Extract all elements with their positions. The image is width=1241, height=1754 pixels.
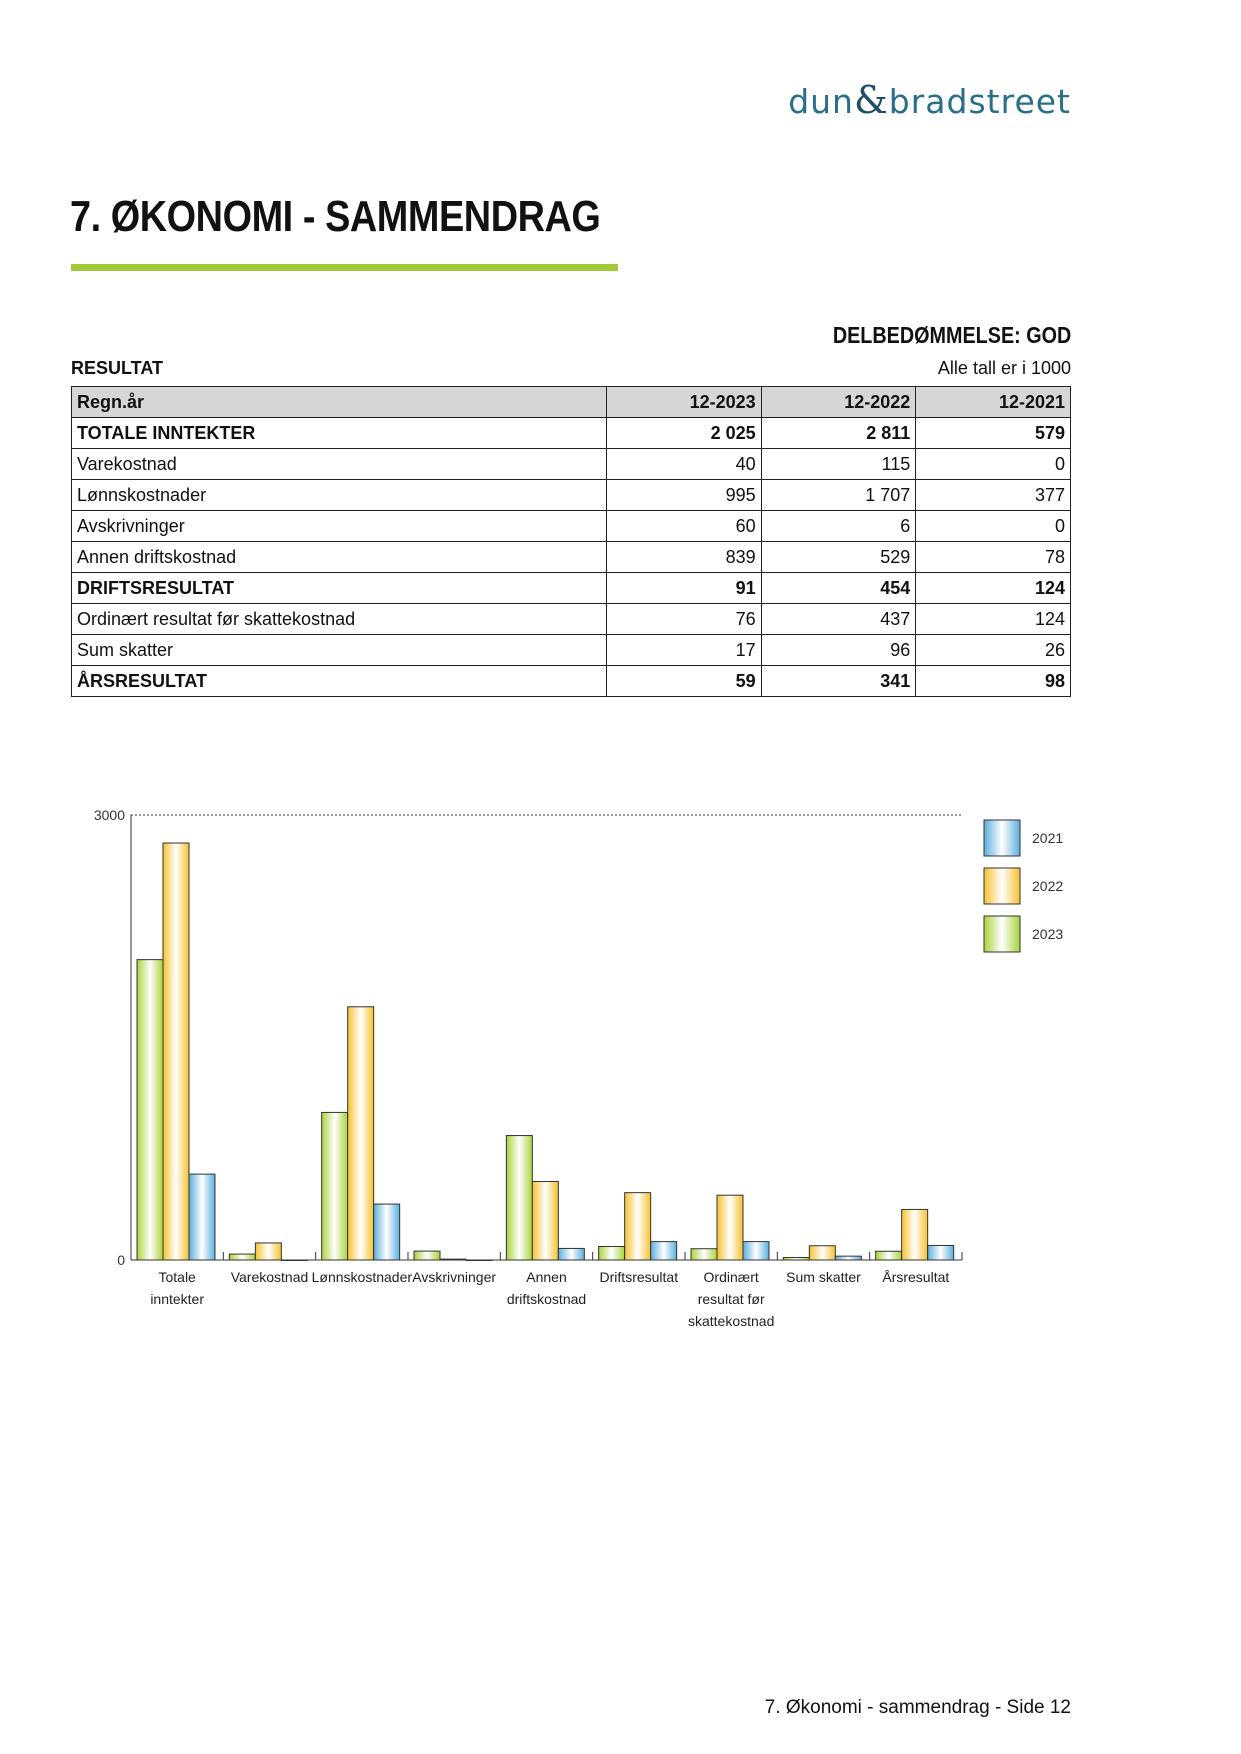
table-row bbox=[72, 604, 1071, 635]
legend-label-2021: 2021 bbox=[1032, 830, 1064, 846]
bar-2021-3 bbox=[466, 1260, 492, 1261]
logo-ampersand: & bbox=[853, 78, 889, 122]
row-value: 0 bbox=[916, 511, 1071, 542]
row-value: 115 bbox=[761, 449, 916, 480]
bar-2021-1 bbox=[281, 1260, 307, 1261]
bar-2022-6 bbox=[717, 1195, 743, 1260]
page-title: 7. ØKONOMI - SAMMENDRAG bbox=[70, 192, 601, 241]
bar-2023-5 bbox=[599, 1247, 625, 1260]
table-row bbox=[72, 666, 1071, 697]
row-label: Avskrivninger bbox=[72, 511, 607, 542]
bar-2022-8 bbox=[902, 1209, 928, 1260]
table-body bbox=[72, 418, 1071, 697]
row-value: 124 bbox=[916, 573, 1071, 604]
legend-label-2022: 2022 bbox=[1032, 878, 1064, 894]
bar-2021-8 bbox=[928, 1245, 954, 1260]
legend-swatch-2021 bbox=[984, 820, 1020, 856]
row-value: 437 bbox=[761, 604, 916, 635]
section-label: RESULTAT bbox=[71, 358, 163, 378]
category-label: driftskostnad bbox=[506, 1291, 587, 1307]
logo-text-right: bradstreet bbox=[888, 82, 1071, 121]
row-value: 839 bbox=[607, 542, 762, 573]
category-label: inntekter bbox=[150, 1291, 205, 1307]
logo-text-left: dun bbox=[788, 82, 854, 121]
row-label: TOTALE INNTEKTER bbox=[72, 418, 607, 449]
table-row bbox=[72, 449, 1071, 480]
bar-2023-4 bbox=[506, 1136, 532, 1260]
bar-2021-0 bbox=[189, 1174, 215, 1260]
table-header-row bbox=[72, 387, 1071, 418]
row-value: 579 bbox=[916, 418, 1071, 449]
category-label: Varekostnad bbox=[230, 1269, 309, 1285]
header-cell-2023: 12-2023 bbox=[607, 387, 762, 418]
category-label: Lønnskostnader bbox=[311, 1269, 413, 1285]
header-cell-year: Regn.år bbox=[72, 387, 607, 418]
bar-2022-1 bbox=[255, 1243, 281, 1260]
units-note: Alle tall er i 1000 bbox=[937, 358, 1071, 378]
row-value: 17 bbox=[607, 635, 762, 666]
y-tick-label: 3000 bbox=[93, 807, 125, 823]
category-label: Totale bbox=[158, 1269, 196, 1285]
table-row bbox=[72, 573, 1071, 604]
category-label: Ordinært bbox=[703, 1269, 759, 1285]
bar-2023-1 bbox=[229, 1254, 255, 1260]
rating-label: DELBEDØMMELSE: GOD bbox=[832, 322, 1071, 348]
bar-2022-0 bbox=[163, 843, 189, 1260]
bar-2021-7 bbox=[835, 1256, 861, 1260]
row-label: DRIFTSRESULTAT bbox=[72, 573, 607, 604]
bar-2022-5 bbox=[625, 1193, 651, 1260]
category-label: Avskrivninger bbox=[412, 1269, 497, 1285]
row-value: 26 bbox=[916, 635, 1071, 666]
row-label: Annen driftskostnad bbox=[72, 542, 607, 573]
bar-2023-2 bbox=[322, 1112, 348, 1260]
bar-2023-7 bbox=[783, 1257, 809, 1260]
bar-2023-3 bbox=[414, 1251, 440, 1260]
category-label: Annen bbox=[526, 1269, 567, 1285]
row-value: 96 bbox=[761, 635, 916, 666]
table-row bbox=[72, 511, 1071, 542]
category-label: Sum skatter bbox=[786, 1269, 861, 1285]
row-label: Ordinært resultat før skattekostnad bbox=[72, 604, 607, 635]
legend-swatch-2023 bbox=[984, 916, 1020, 952]
row-value: 2 811 bbox=[761, 418, 916, 449]
bar-2021-5 bbox=[651, 1242, 677, 1260]
header-cell-2022: 12-2022 bbox=[761, 387, 916, 418]
result-table bbox=[71, 386, 1071, 697]
bar-2021-2 bbox=[374, 1204, 400, 1260]
row-value: 6 bbox=[761, 511, 916, 542]
title-underline bbox=[71, 264, 618, 271]
row-value: 2 025 bbox=[607, 418, 762, 449]
bar-2021-4 bbox=[558, 1248, 584, 1260]
category-label: skattekostnad bbox=[687, 1313, 775, 1329]
row-label: Sum skatter bbox=[72, 635, 607, 666]
bar-2023-8 bbox=[876, 1251, 902, 1260]
bar-2023-6 bbox=[691, 1249, 717, 1260]
bar-2023-0 bbox=[137, 960, 163, 1260]
bar-2022-3 bbox=[440, 1259, 466, 1260]
row-label: Lønnskostnader bbox=[72, 480, 607, 511]
table-row bbox=[72, 480, 1071, 511]
row-value: 78 bbox=[916, 542, 1071, 573]
company-logo bbox=[788, 78, 1071, 122]
row-value: 91 bbox=[607, 573, 762, 604]
bar-2022-2 bbox=[348, 1007, 374, 1260]
y-tick-label: 0 bbox=[117, 1252, 125, 1268]
category-label: Driftsresultat bbox=[599, 1269, 679, 1285]
row-value: 454 bbox=[761, 573, 916, 604]
table-row bbox=[72, 542, 1071, 573]
row-value: 0 bbox=[916, 449, 1071, 480]
bar-2022-7 bbox=[809, 1246, 835, 1260]
table-row bbox=[72, 635, 1071, 666]
row-value: 60 bbox=[607, 511, 762, 542]
page-footer: 7. Økonomi - sammendrag - Side 12 bbox=[764, 1697, 1071, 1718]
row-label: ÅRSRESULTAT bbox=[72, 666, 607, 697]
category-label: resultat før bbox=[697, 1291, 765, 1307]
bar-chart bbox=[0, 790, 1241, 1350]
row-value: 1 707 bbox=[761, 480, 916, 511]
legend-label-2023: 2023 bbox=[1032, 926, 1064, 942]
row-value: 124 bbox=[916, 604, 1071, 635]
bar-2022-4 bbox=[532, 1182, 558, 1260]
row-value: 377 bbox=[916, 480, 1071, 511]
category-label: Årsresultat bbox=[882, 1269, 950, 1285]
row-value: 98 bbox=[916, 666, 1071, 697]
bar-2021-6 bbox=[743, 1242, 769, 1260]
header-cell-2021: 12-2021 bbox=[916, 387, 1071, 418]
row-value: 995 bbox=[607, 480, 762, 511]
row-value: 40 bbox=[607, 449, 762, 480]
row-value: 529 bbox=[761, 542, 916, 573]
row-value: 76 bbox=[607, 604, 762, 635]
row-value: 59 bbox=[607, 666, 762, 697]
legend-swatch-2022 bbox=[984, 868, 1020, 904]
row-label: Varekostnad bbox=[72, 449, 607, 480]
row-value: 341 bbox=[761, 666, 916, 697]
table-row bbox=[72, 418, 1071, 449]
